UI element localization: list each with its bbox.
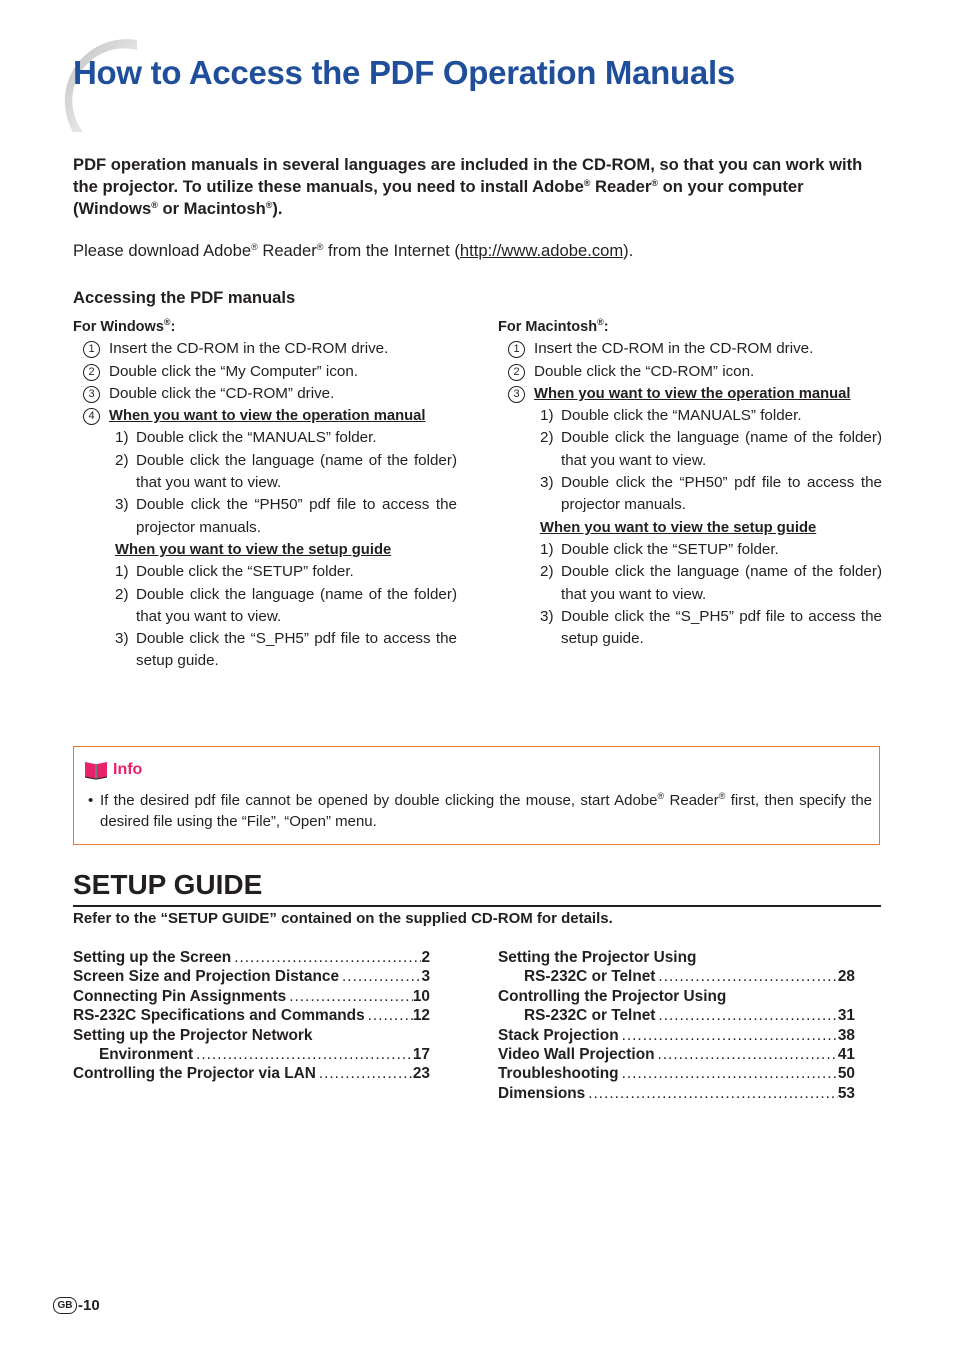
toc-page-number: 2 bbox=[421, 949, 430, 966]
substep-number: 3) bbox=[540, 607, 554, 625]
step-number-circle: 1 bbox=[508, 341, 525, 358]
substep-item bbox=[498, 405, 882, 427]
toc-entry bbox=[73, 1064, 430, 1083]
step-item bbox=[73, 383, 457, 405]
operation-manual-subheading: When you want to view the operation manual bbox=[534, 385, 851, 402]
info-label: Info bbox=[113, 761, 143, 778]
toc-entry-label: Controlling the Projector via LAN bbox=[73, 1065, 316, 1083]
substep-item bbox=[73, 427, 457, 449]
toc-page-number: 53 bbox=[837, 1084, 855, 1102]
toc-entry bbox=[498, 1006, 855, 1025]
toc-page-number: 38 bbox=[837, 1026, 855, 1044]
accessing-heading: Accessing the PDF manuals bbox=[73, 288, 296, 307]
toc-left-column bbox=[73, 948, 430, 1084]
step-number bbox=[83, 383, 109, 405]
adobe-link[interactable]: http://www.adobe.com bbox=[459, 241, 624, 260]
step-number bbox=[508, 383, 534, 405]
toc-entry bbox=[498, 1084, 855, 1103]
toc-page-number: 28 bbox=[837, 968, 855, 986]
toc-entry bbox=[498, 1026, 855, 1045]
heading-rule bbox=[73, 905, 881, 907]
substep-text: Double click the “S_PH5” pdf file to access the setup guide. bbox=[561, 607, 882, 648]
substep-text: Double click the “MANUALS” folder. bbox=[136, 429, 377, 447]
substep-item bbox=[73, 450, 457, 495]
toc-entry-label: Connecting Pin Assignments bbox=[73, 987, 287, 1005]
toc-entry bbox=[73, 1006, 430, 1025]
toc-entry: Setting up the Projector Network bbox=[73, 1026, 313, 1044]
step-text: Double click the “CD-ROM” drive. bbox=[109, 384, 335, 402]
setup-guide-heading: SETUP GUIDE bbox=[73, 869, 263, 900]
toc-page-number: 41 bbox=[837, 1046, 855, 1064]
step-number-circle: 3 bbox=[508, 386, 525, 403]
toc-entry bbox=[73, 1045, 430, 1064]
toc-entry-label: Setting up the Screen bbox=[73, 949, 232, 966]
toc-leader-dots bbox=[585, 1084, 838, 1103]
toc-page-number: 50 bbox=[837, 1065, 855, 1083]
substep-number: 2) bbox=[540, 429, 554, 447]
substep-text: Double click the “SETUP” folder. bbox=[561, 540, 779, 558]
step-number-circle: 3 bbox=[83, 386, 100, 403]
substep-number: 3) bbox=[115, 630, 129, 648]
step-number-circle: 1 bbox=[83, 341, 100, 358]
substep-number: 1) bbox=[540, 540, 554, 558]
step-item bbox=[498, 383, 882, 405]
substep-text: Double click the language (name of the folder) that you want to view. bbox=[561, 429, 882, 469]
windows-heading: For Windows®: bbox=[73, 317, 176, 335]
mac-column bbox=[498, 316, 882, 650]
toc-entry-label: Screen Size and Projection Distance bbox=[73, 968, 340, 986]
toc-leader-dots bbox=[655, 1045, 838, 1064]
step-number bbox=[83, 361, 109, 383]
toc-entry-label: Video Wall Projection bbox=[498, 1046, 655, 1064]
toc-entry bbox=[73, 948, 430, 967]
substep-number: 1) bbox=[115, 563, 129, 581]
toc-leader-dots bbox=[231, 948, 421, 967]
step-item bbox=[498, 361, 882, 383]
toc-leader-dots bbox=[193, 1045, 413, 1064]
step-item bbox=[498, 338, 882, 360]
toc-leader-dots bbox=[316, 1064, 413, 1083]
toc-entry-label: RS-232C Specifications and Commands bbox=[73, 1007, 365, 1025]
step-number bbox=[508, 361, 534, 383]
toc-page-number: 31 bbox=[837, 1007, 855, 1025]
toc-page-number: 12 bbox=[412, 1007, 430, 1025]
step-text: Double click the “CD-ROM” icon. bbox=[534, 362, 755, 380]
setup-guide-reference: Refer to the “SETUP GUIDE” contained on the supplied CD-ROM for details. bbox=[73, 910, 613, 927]
substep-number: 2) bbox=[115, 585, 129, 603]
substep-text: Double click the “PH50” pdf file to access the projector manuals. bbox=[136, 496, 457, 536]
step-number bbox=[83, 338, 109, 360]
intro-paragraph: PDF operation manuals in several languages are included in the CD-ROM, so that you can work with the projector. To utilize these manuals, you need to install Adobe® Reader® on your computer (Windows® or Macintosh®). bbox=[73, 155, 863, 218]
toc-page-number: 17 bbox=[412, 1046, 430, 1064]
toc-page-number: 10 bbox=[412, 987, 430, 1005]
step-item bbox=[73, 405, 457, 427]
toc-leader-dots bbox=[339, 967, 421, 986]
toc-leader-dots bbox=[365, 1006, 413, 1025]
toc-entry-label: Environment bbox=[99, 1046, 194, 1064]
download-instruction: Please download Adobe® Reader® from the Internet (http://www.adobe.com). bbox=[73, 241, 634, 260]
toc-entry-label: Dimensions bbox=[498, 1084, 586, 1102]
toc-entry bbox=[498, 1064, 855, 1083]
toc-entry: Controlling the Projector Using bbox=[498, 987, 727, 1005]
toc-entry: Setting the Projector Using bbox=[498, 949, 697, 966]
toc-leader-dots bbox=[286, 987, 413, 1006]
substep-item bbox=[73, 494, 457, 539]
toc-entry bbox=[498, 967, 855, 986]
info-box bbox=[73, 746, 880, 845]
toc-leader-dots bbox=[619, 1026, 838, 1045]
toc-entry-label: Stack Projection bbox=[498, 1026, 619, 1044]
step-item bbox=[73, 361, 457, 383]
step-number-circle: 2 bbox=[83, 364, 100, 381]
substep-number: 1) bbox=[540, 407, 554, 425]
step-number-circle: 4 bbox=[83, 408, 100, 425]
toc-entry-label: Troubleshooting bbox=[498, 1065, 619, 1083]
substep-number: 3) bbox=[115, 496, 129, 514]
toc-entry-label: RS-232C or Telnet bbox=[524, 968, 656, 986]
toc-entry bbox=[73, 987, 430, 1006]
substep-text: Double click the “SETUP” folder. bbox=[136, 563, 354, 581]
toc-entry bbox=[498, 1045, 855, 1064]
substep-item bbox=[73, 628, 457, 673]
step-text: Insert the CD-ROM in the CD-ROM drive. bbox=[534, 340, 814, 358]
substep-text: Double click the language (name of the folder) that you want to view. bbox=[136, 451, 457, 492]
toc-page-number: 3 bbox=[421, 968, 430, 986]
toc-page-number: 23 bbox=[412, 1065, 430, 1083]
substep-text: Double click the language (name of the folder) that you want to view. bbox=[561, 563, 882, 603]
step-number bbox=[83, 405, 109, 427]
substep-number: 3) bbox=[540, 474, 554, 492]
setup-guide-subheading: When you want to view the setup guide bbox=[540, 519, 817, 536]
toc-leader-dots bbox=[655, 967, 837, 986]
substep-text: Double click the “PH50” pdf file to access the projector manuals. bbox=[561, 474, 882, 514]
toc-leader-dots bbox=[655, 1006, 837, 1025]
toc-leader-dots bbox=[619, 1064, 838, 1083]
substep-item bbox=[498, 472, 882, 517]
mac-heading: For Macintosh®: bbox=[498, 317, 609, 335]
info-text: • If the desired pdf file cannot be opened by double clicking the mouse, start Adobe® Reader® first, then specify the desired file using the “File”, “Open” menu. bbox=[88, 791, 873, 830]
step-text: Double click the “My Computer” icon. bbox=[109, 362, 358, 380]
substep-number: 2) bbox=[540, 563, 554, 581]
substep-text: Double click the “MANUALS” folder. bbox=[561, 407, 802, 425]
page-title: How to Access the PDF Operation Manuals bbox=[73, 54, 735, 91]
region-badge: GB bbox=[53, 1297, 77, 1314]
windows-column bbox=[73, 316, 457, 673]
substep-text: Double click the language (name of the folder) that you want to view. bbox=[136, 585, 457, 625]
step-item bbox=[73, 338, 457, 360]
substep-item bbox=[498, 561, 882, 606]
page-footer bbox=[53, 1297, 100, 1314]
step-number-circle: 2 bbox=[508, 364, 525, 381]
substep-item bbox=[73, 561, 457, 583]
substep-item bbox=[498, 606, 882, 651]
toc-entry-label: RS-232C or Telnet bbox=[524, 1007, 656, 1025]
book-icon bbox=[84, 760, 108, 780]
setup-guide-subheading: When you want to view the setup guide bbox=[115, 541, 392, 558]
operation-manual-subheading: When you want to view the operation manual bbox=[109, 408, 426, 425]
substep-number: 1) bbox=[115, 429, 129, 447]
substep-item bbox=[498, 539, 882, 561]
substep-text: Double click the “S_PH5” pdf file to access the setup guide. bbox=[136, 630, 457, 670]
toc-right-column bbox=[498, 948, 855, 1103]
substep-number: 2) bbox=[115, 451, 129, 469]
substep-item bbox=[498, 427, 882, 472]
step-text: Insert the CD-ROM in the CD-ROM drive. bbox=[109, 340, 389, 358]
substep-item bbox=[73, 584, 457, 629]
toc-entry bbox=[73, 967, 430, 986]
page-number: -10 bbox=[78, 1297, 100, 1314]
step-number bbox=[508, 338, 534, 360]
